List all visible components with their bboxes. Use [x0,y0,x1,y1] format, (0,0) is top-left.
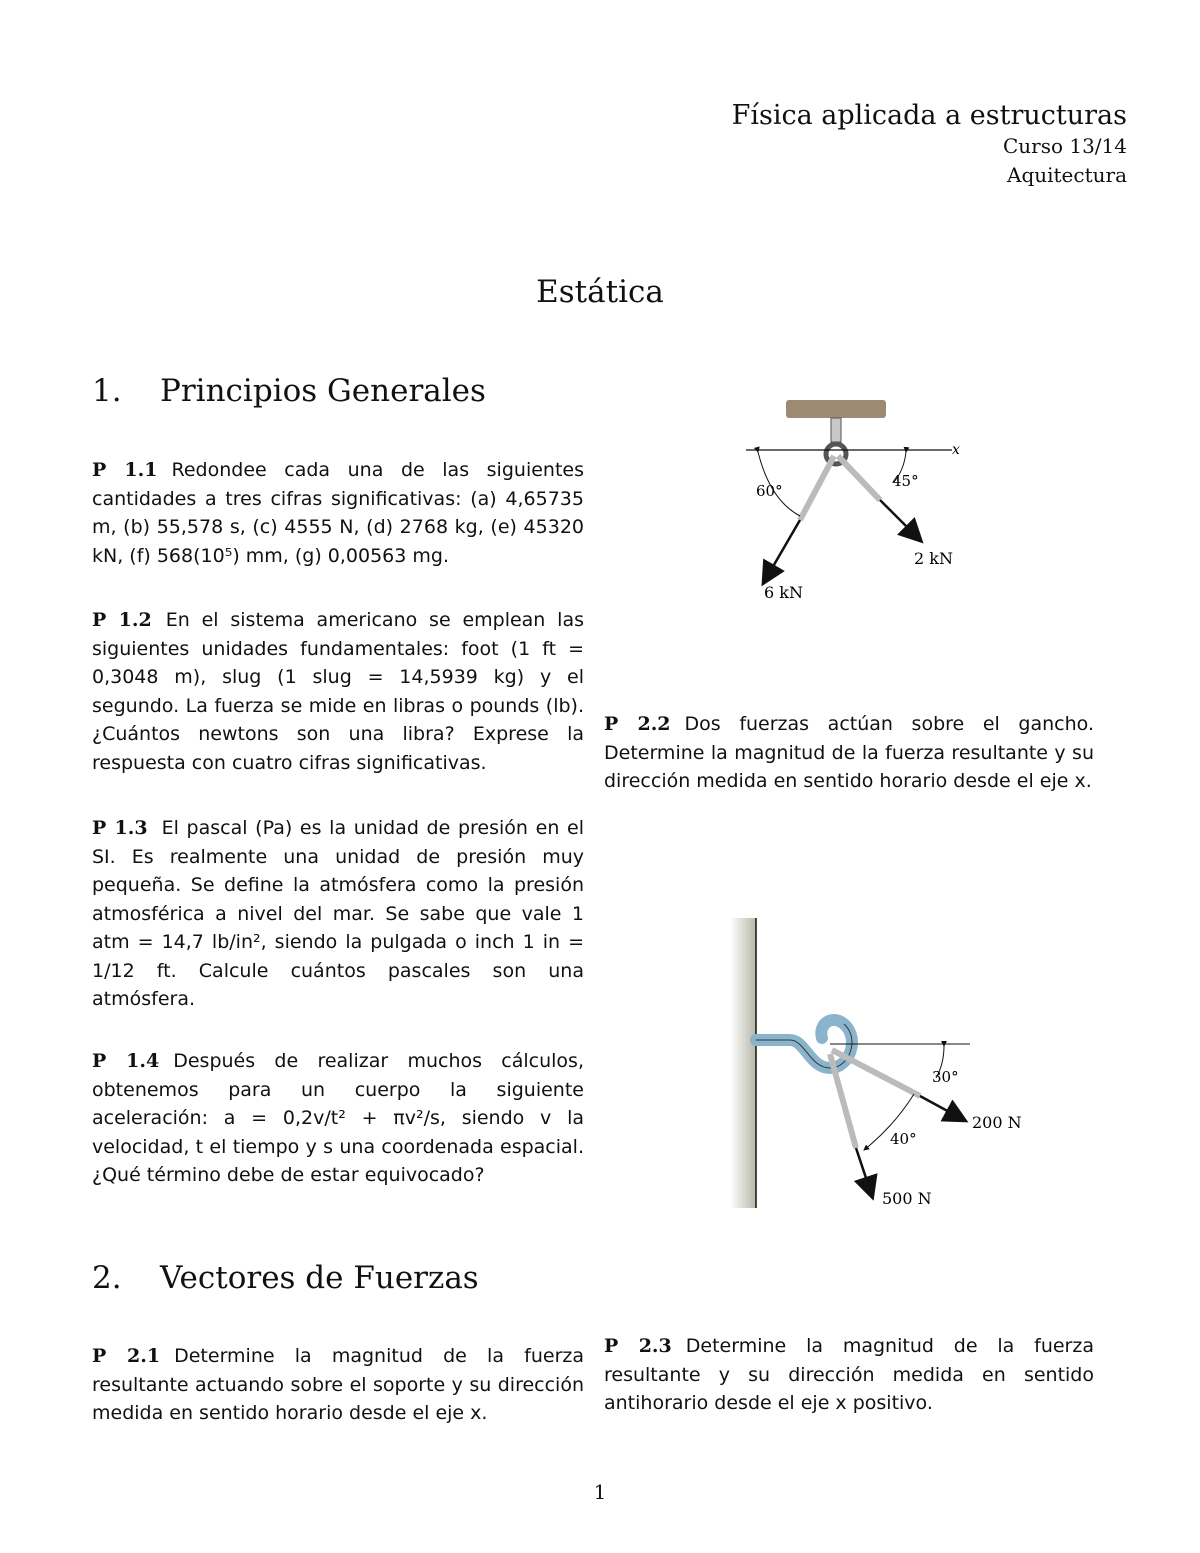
problem-1-2-label: P 1.2 [92,609,152,631]
hanger-rod [831,418,841,442]
problem-2-2-label: P 2.2 [604,713,671,735]
problem-2-2 [604,710,1094,796]
section-2-heading [92,1260,479,1296]
angle-45-label: 45° [892,472,919,490]
course-year: Curso 13/14 [1002,134,1127,158]
document-title: Estática [536,274,664,310]
force-2kn-label: 2 kN [914,549,953,568]
problem-1-1-label: P 1.1 [92,459,158,481]
section-1-heading [92,373,486,409]
problem-1-3-label: P 1.3 [92,817,148,839]
problem-2-1 [92,1342,584,1428]
page-number: 1 [593,1480,607,1504]
force-6kn-label: 6 kN [764,583,803,602]
problem-2-2-text: Dos fuerzas actúan sobre el gancho. Determine la magnitud de la fuerza resultante y su dirección medida en sentido horario desde el eje x. [604,713,1094,792]
problem-1-2-text: En el sistema americano se emplean las siguientes unidades fundamentales: foot (1 ft = 0,3048 m), slug (1 slug = 14,5939 kg) y el segundo. La fuerza se mide en libras o pounds (lb). ¿Cuántos newtons son una libra? Exprese la respuesta con cuatro cifras significativas. [92,609,584,774]
force-200n-label: 200 N [972,1113,1022,1132]
force-500n-label: 500 N [882,1189,932,1208]
problem-2-3-text: Determine la magnitud de la fuerza resultante y su dirección medida en sentido antihorario desde el eje x positivo. [604,1335,1094,1414]
figure-support-forces [730,390,970,610]
problem-1-4-text: Después de realizar muchos cálculos, obtenemos para un cuerpo la siguiente aceleración: a = 0,2v/t² + πv²/s, siendo v la velocidad, t el tiempo y s una coordenada espacial. ¿Qué término debe de estar equivocado? [92,1050,584,1186]
section-1-title: Principios Generales [160,373,486,409]
problem-1-4 [92,1047,584,1190]
problem-1-1-text: Redondee cada una de las siguientes cantidades a tres cifras significativas: (a) 4,65735 m, (b) 55,578 s, (c) 4555 N, (d) 2768 kg, (e) 45320 kN, (f) 568(10⁵) mm, (g) 0,00563 mg. [92,459,584,567]
force-6kn-arrow [764,520,800,582]
problem-1-3 [92,814,584,1014]
cable-200n [832,1050,920,1096]
angle-60-label: 60° [756,482,783,500]
problem-2-3-label: P 2.3 [604,1335,672,1357]
force-2kn-arrow [880,500,920,540]
wall [730,918,756,1208]
angle-30-label: 30° [932,1068,959,1086]
problem-2-3 [604,1332,1094,1418]
right-cable [838,456,880,500]
problem-2-1-label: P 2.1 [92,1345,161,1367]
figure-hook-forces [710,918,1030,1218]
problem-2-1-text: Determine la magnitud de la fuerza resultante actuando sobre el soporte y su dirección medida en sentido horario desde el eje x. [92,1345,584,1424]
problem-1-2 [92,606,584,777]
force-200n-arrow [920,1096,964,1120]
angle-40-label: 40° [890,1130,917,1148]
problem-1-1 [92,456,584,570]
ceiling-block [786,400,886,418]
x-axis-label: x [952,442,960,458]
problem-1-3-text: El pascal (Pa) es la unidad de presión en el SI. Es realmente una unidad de presión muy pequeña. Se define la atmósfera como la presión atmosférica a nivel del mar. Se sabe que vale 1 atm = 14,7 lb/in², siendo la pulgada o inch 1 in = 1/12 ft. Calcule cuántos pascales son una atmósfera. [92,817,584,1010]
section-1-number: 1. [92,373,122,409]
course-degree: Aquitectura [1007,163,1127,187]
course-title: Física aplicada a estructuras [731,100,1127,131]
section-2-number: 2. [92,1260,122,1296]
left-cable [800,456,834,520]
section-2-title: Vectores de Fuerzas [160,1260,479,1296]
problem-1-4-label: P 1.4 [92,1050,160,1072]
force-500n-arrow [856,1148,872,1196]
